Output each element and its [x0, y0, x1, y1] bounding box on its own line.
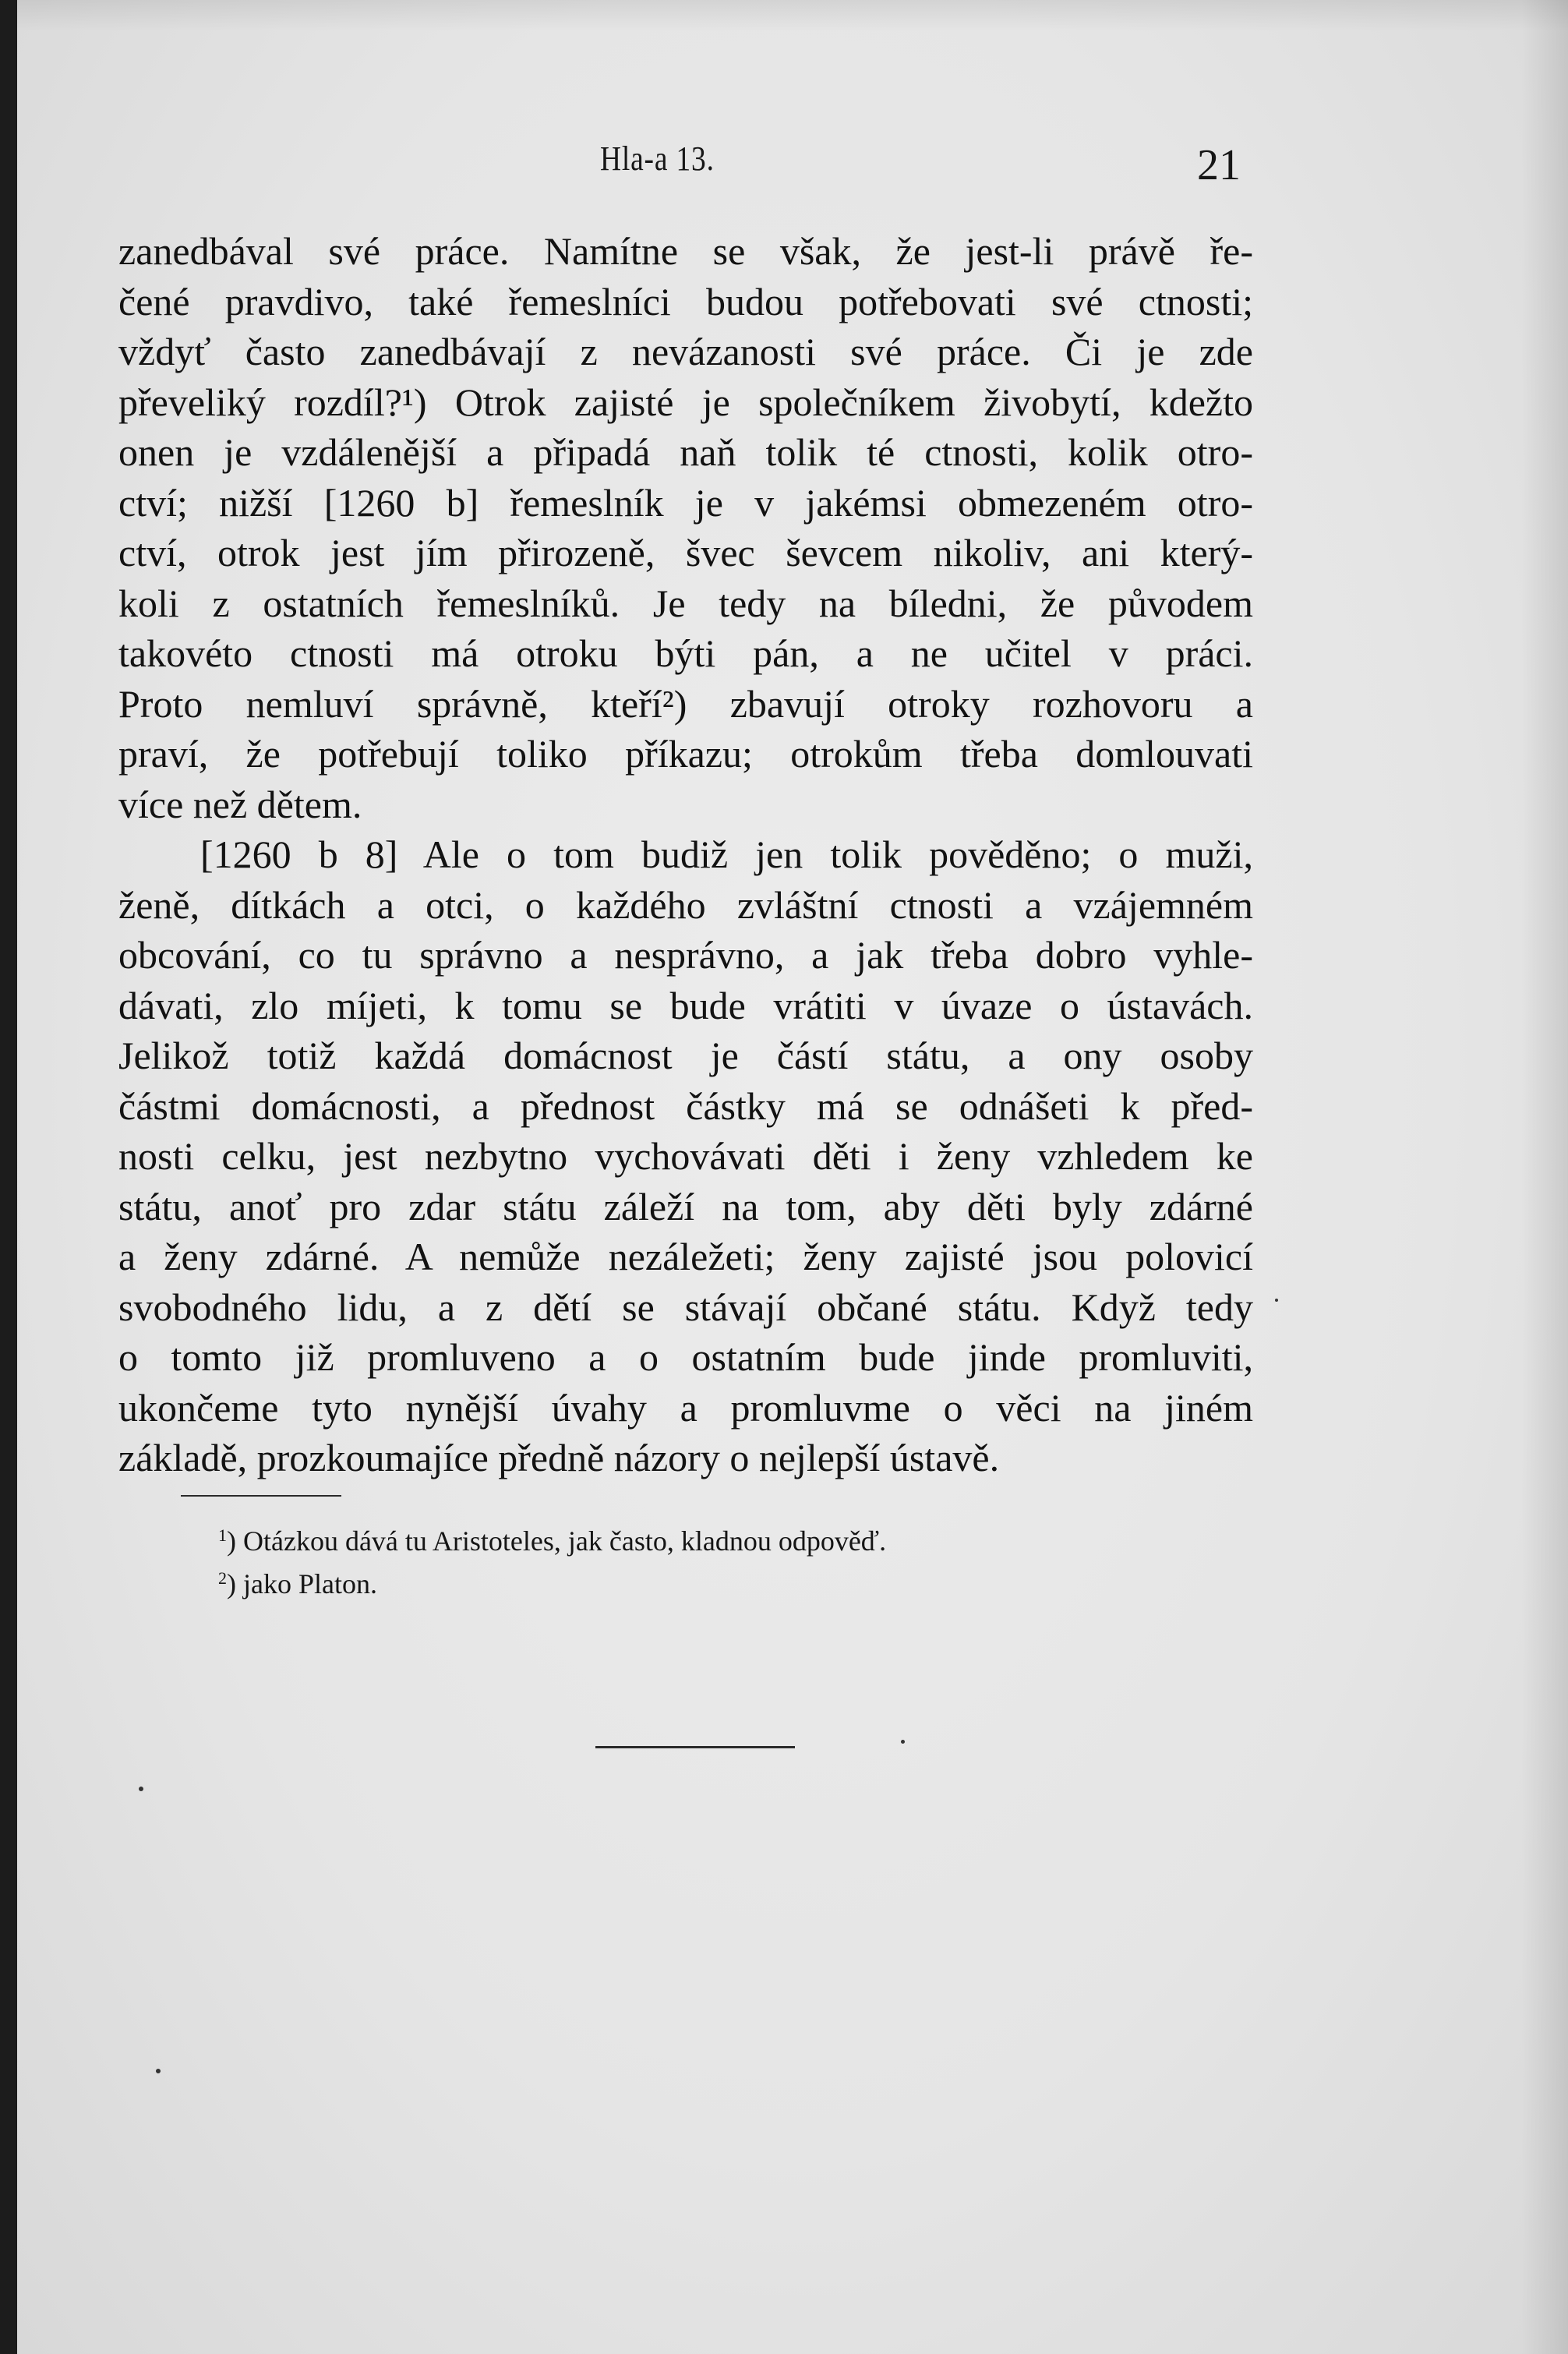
text-line: nosti celku, jest nezbytno vychovávati děti i ženy vzhledem ke: [118, 1134, 1253, 1178]
print-speck: [901, 1740, 905, 1744]
text-line: Proto nemluví správně, kteří²) zbavují otroky rozhovoru a: [118, 681, 1253, 726]
text-line: čené pravdivo, také řemeslníci budou potřebovati své ctnosti;: [118, 279, 1253, 323]
print-speck: [1275, 1299, 1278, 1302]
running-head: Hla‑a 13.: [600, 140, 715, 178]
page-number: 21: [1197, 141, 1241, 189]
footnote-text: ) jako Platon.: [227, 1568, 377, 1599]
footnote-text: ) Otázkou dává tu Aristoteles, jak často, kladnou odpověď.: [227, 1525, 887, 1557]
text-line: základě, prozkoumajíce předně názory o nejlepší ústavě.: [118, 1436, 1000, 1479]
page-edge-shadow-right: [1521, 0, 1568, 2354]
footnotes: [218, 1517, 1231, 1603]
text-line: ctví; nižší [1260 b] řemeslník je v jakémsi obmezeném otro-: [118, 480, 1253, 525]
text-line: vždyť často zanedbávají z nevázanosti své práce. Či je zde: [118, 330, 1253, 373]
end-rule: [595, 1746, 795, 1748]
footnote-rule: [181, 1495, 341, 1497]
footnote: [218, 1517, 1231, 1560]
scanned-page: [17, 0, 1568, 2354]
text-line: státu, anoť pro zdar státu záleží na tom, aby děti byly zdárné: [118, 1184, 1253, 1228]
print-speck: [139, 1787, 143, 1791]
footnote: [218, 1560, 1231, 1603]
text-line: zanedbával své práce. Namítne se však, že jest-li právě ře-: [118, 229, 1253, 273]
text-line: praví, že potřebují toliko příkazu; otrokům třeba domlouvati: [118, 732, 1253, 776]
text-line: onen je vzdálenější a připadá naň tolik té ctnosti, kolik otro-: [118, 430, 1253, 474]
text-line: ukončeme tyto nynější úvahy a promluvme o věci na jiném: [118, 1385, 1253, 1430]
text-line: ctví, otrok jest jím přirozeně, švec ševcem nikoliv, ani který-: [118, 531, 1253, 574]
text-line: svobodného lidu, a z dětí se stávají občané státu. Když tedy: [118, 1285, 1253, 1329]
text-line: o tomto již promluveno a o ostatním bude jinde promluviti,: [118, 1335, 1253, 1379]
text-line: více než dětem.: [118, 782, 362, 826]
text-line: koli z ostatních řemeslníků. Je tedy na bíledni, že původem: [118, 581, 1253, 625]
body-text: [118, 226, 1253, 1483]
text-line: takovéto ctnosti má otroku býti pán, a ne učitel v práci.: [118, 631, 1253, 675]
text-line: [1260 b 8] Ale o tom budiž jen tolik pověděno; o muži,: [200, 832, 1253, 876]
print-speck: [156, 2069, 161, 2073]
text-line: částmi domácnosti, a přednost částky má se odnášeti k před-: [118, 1083, 1253, 1128]
text-line: Jelikož totiž každá domácnost je částí státu, a ony osoby: [118, 1034, 1253, 1077]
footnote-mark: 1: [218, 1525, 227, 1545]
page-edge-shadow-top: [17, 0, 1568, 31]
text-line: ženě, dítkách a otci, o každého zvláštní ctnosti a vzájemném: [118, 882, 1253, 927]
text-line: převeliký rozdíl?¹) Otrok zajisté je společníkem živobytí, kdežto: [118, 380, 1253, 424]
text-line: obcování, co tu správno a nesprávno, a jak třeba dobro vyhle-: [118, 933, 1253, 977]
page-header: [17, 134, 1568, 196]
text-line: dávati, zlo míjeti, k tomu se bude vrátiti v úvaze o ústavách.: [118, 983, 1253, 1027]
footnote-mark: 2: [218, 1568, 227, 1588]
text-line: a ženy zdárné. A nemůže nezáležeti; ženy zajisté jsou polovicí: [118, 1235, 1253, 1278]
